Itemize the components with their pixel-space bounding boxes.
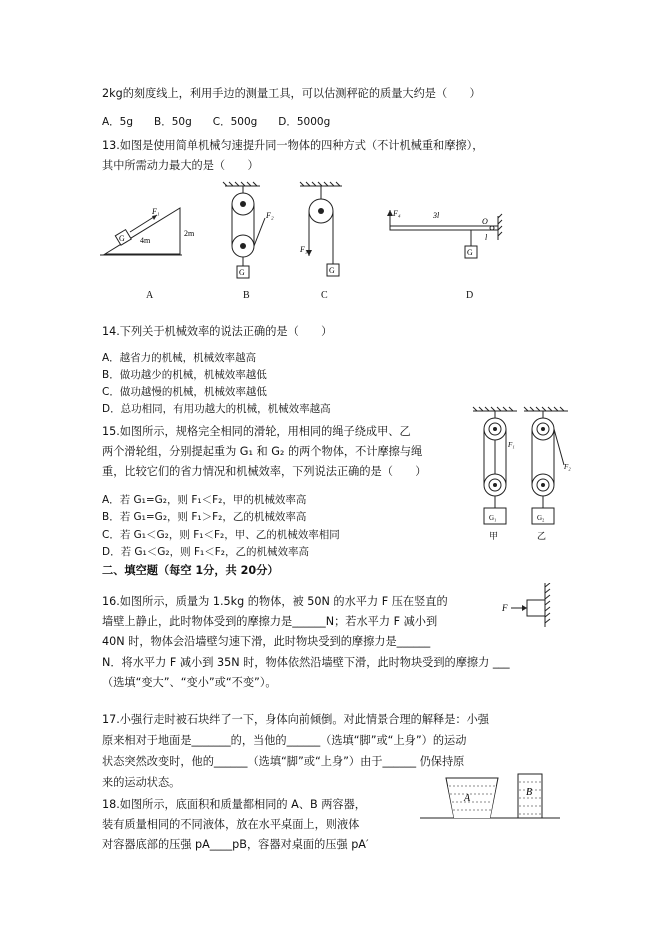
q17-line2: 原来相对于地面是_______的，当他的______（选填“脚”或“上身”）的运动 — [102, 734, 467, 747]
q16-line5: （选填“变大”、“变小”或“不变”）。 — [102, 676, 277, 689]
figure-a-height: 2m — [184, 229, 195, 238]
q14-option-b: B．做功越少的机械，机械效率越低 — [102, 369, 267, 381]
q17-line3: 状态突然改变时，他的______（选填“脚”或“上身”）由于______ 仍保持原 — [102, 755, 465, 768]
q15-g2: G₂ — [537, 514, 545, 522]
figure-b-label: B — [243, 290, 250, 301]
figure-d-weight: G — [467, 248, 473, 257]
figure-a-force: F₁ — [152, 207, 160, 216]
section-2-title: 二、填空题（每空 1分，共 20分） — [102, 564, 279, 577]
q13-line2: 其中所需动力最大的是（ ） — [102, 159, 259, 172]
q16-line1: 16.如图所示，质量为 1.5kg 的物体，被 50N 的水平力 F 压在竖直的 — [102, 595, 448, 608]
q15-g1: G₁ — [489, 514, 497, 522]
figure-a-incline — [100, 207, 195, 255]
q17-line4: 来的运动状态。 — [102, 776, 181, 789]
q15-line3: 重，比较它们的省力情况和机械效率，下列说法正确的是（ ） — [102, 465, 427, 478]
q15-figure — [470, 405, 580, 545]
figure-a-weight: G — [119, 234, 125, 243]
q18-a-label: A — [464, 793, 471, 804]
q18-b-label: B — [526, 787, 533, 798]
q15-line2: 两个滑轮组，分别提起重为 G₁ 和 G₂ 的两个物体，不计摩擦与绳 — [102, 445, 423, 458]
q16-line2: 墙壁上静止，此时物体受到的摩擦力是______N；若水平力 F 减小到 — [102, 615, 438, 628]
q13-figures — [100, 180, 520, 305]
q14-line1: 14.下列关于机械效率的说法正确的是（ ） — [102, 325, 333, 338]
q14-option-a: A．越省力的机械，机械效率越高 — [102, 352, 257, 364]
q15-option-d: D．若 G₁＜G₂，则 F₁＜F₂，乙的机械效率高 — [102, 546, 309, 558]
q18-figure — [420, 768, 560, 823]
figure-d-length: 3l — [433, 211, 440, 220]
q14-option-d: D．总功相同，有用功越大的机械，机械效率越高 — [102, 403, 331, 415]
q17-line1: 17.小强行走时被石块绊了一下，身体向前倾倒。对此情景合理的解释是：小强 — [102, 713, 489, 726]
q15-f1: F₁ — [508, 441, 515, 449]
q15-option-c: C．若 G₁＜G₂，则 F₁＜F₂，甲、乙的机械效率相同 — [102, 529, 340, 541]
q16-figure — [497, 583, 557, 627]
figure-d-force: F₄ — [393, 209, 401, 218]
figure-d-label: D — [466, 290, 474, 301]
q14-option-c: C．做功越慢的机械，机械效率越低 — [102, 386, 267, 398]
q15-yi: 乙 — [537, 531, 547, 541]
q12-options: A．5g B．50g C．500g D．5000g — [102, 116, 331, 128]
figure-a-label: A — [146, 290, 154, 301]
figure-d-pivot: O — [482, 217, 488, 226]
q15-f2: F₂ — [564, 463, 571, 471]
q18-line2: 装有质量相同的不同液体，放在水平桌面上，则液体 — [102, 818, 360, 831]
figure-c-force: F₃ — [300, 245, 308, 254]
figure-d-short: l — [485, 233, 488, 242]
q16-line3: 40N 时，物体会沿墙壁匀速下滑，此时物块受到的摩擦力是______ — [102, 635, 431, 648]
q12-line1: 2kg的刻度线上，利用手边的测量工具，可以估测秤砣的质量大约是（ ） — [102, 87, 481, 100]
q16-force-label: F — [502, 603, 508, 613]
figure-d-lever — [387, 209, 502, 258]
q18-line1: 18.如图所示，底面积和质量都相同的 A、B 两容器， — [102, 798, 366, 811]
figure-b-force: F₂ — [266, 211, 274, 220]
q15-line1: 15.如图所示，规格完全相同的滑轮，用相同的绳子绕成甲、乙 — [102, 425, 411, 438]
q15-option-a: A．若 G₁=G₂，则 F₁＜F₂，甲的机械效率高 — [102, 494, 307, 506]
q18-line3: 对容器底部的压强 pA____pB，容器对桌面的压强 pA′ — [102, 838, 369, 851]
figure-b-pulleys — [223, 182, 274, 278]
q13-line1: 13.如图是使用简单机械匀速提升同一物体的四种方式（不计机械重和摩擦）， — [102, 139, 484, 152]
q16-line4: N．将水平力 F 减小到 35N 时，物体依然沿墙壁下滑，此时物块受到的摩擦力 ___ — [102, 656, 510, 669]
q15-option-b: B．若 G₁=G₂，则 F₁＞F₂，乙的机械效率高 — [102, 511, 307, 523]
figure-a-length: 4m — [140, 236, 151, 245]
q15-jia: 甲 — [489, 531, 499, 541]
figure-c-weight: G — [329, 266, 335, 275]
figure-b-weight: G — [239, 268, 245, 277]
figure-c-pulley — [299, 182, 342, 276]
figure-c-label: C — [321, 290, 328, 301]
